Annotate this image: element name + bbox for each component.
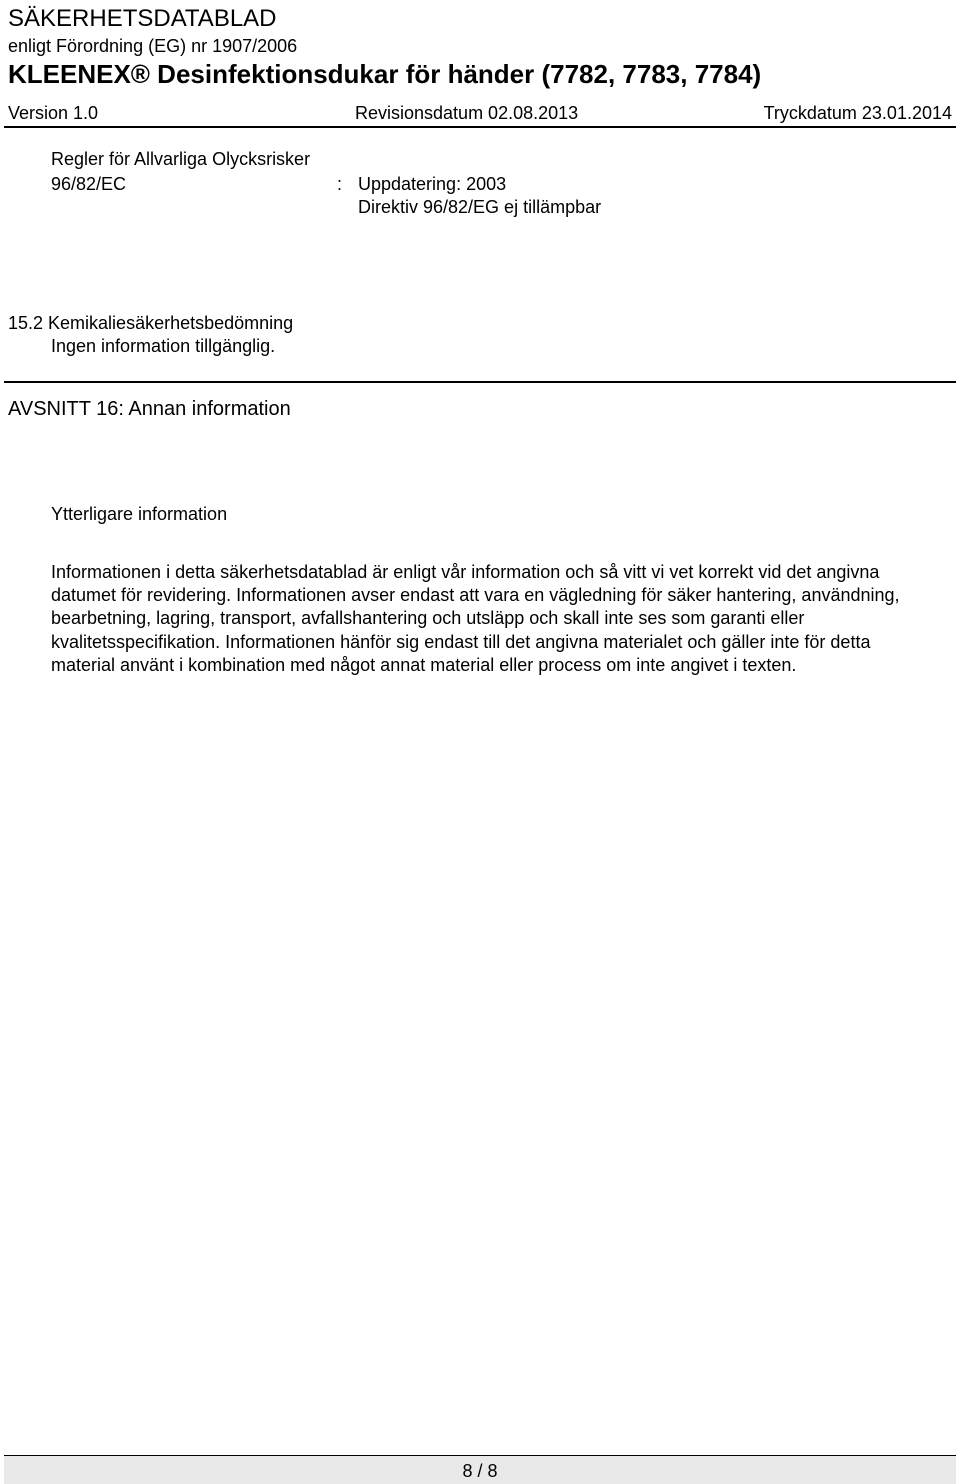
chemical-safety-heading: 15.2 Kemikaliesäkerhetsbedömning (8, 313, 294, 333)
section-16-title: AVSNITT 16: Annan information (8, 398, 291, 420)
product-name: KLEENEX® Desinfektionsdukar för händer (7782, 7783, 7784) (8, 59, 762, 89)
major-accident-label: Regler för Allvarliga Olycksrisker (51, 149, 311, 169)
directive-label: 96/82/EC (51, 174, 127, 194)
print-date: Tryckdatum 23.01.2014 (763, 103, 952, 123)
chemical-safety-text: Ingen information tillgänglig. (51, 336, 276, 356)
directive-value-update: Uppdatering: 2003 (358, 174, 507, 194)
document-type-title: SÄKERHETSDATABLAD (8, 5, 277, 32)
directive-value-applicability: Direktiv 96/82/EG ej tillämpbar (358, 197, 602, 217)
version-label: Version 1.0 (8, 103, 99, 123)
regulation-reference: enligt Förordning (EG) nr 1907/2006 (8, 36, 298, 56)
revision-date: Revisionsdatum 02.08.2013 (355, 103, 579, 123)
disclaimer-paragraph: Informationen i detta säkerhetsdatablad är enligt vår information och så vitt vi vet korrekt vid det angivna datumet för revidering. Informationen avser endast att vara en vägledning för säker hantering, användning, bearbetning, lagring, transport, avfallshantering och utsläpp och skall inte ses som garanti eller kvalitetsspecifikation. Informationen hänför sig endast till det angivna materialet och gäller inte för detta material använt i kombination med något annat material eller process om inte angivet i texten. (51, 562, 900, 675)
section-divider (4, 381, 956, 383)
header-divider (4, 126, 956, 128)
field-separator: : (337, 174, 343, 194)
page-number: 8 / 8 (462, 1461, 498, 1481)
additional-info-heading: Ytterligare information (51, 504, 228, 524)
